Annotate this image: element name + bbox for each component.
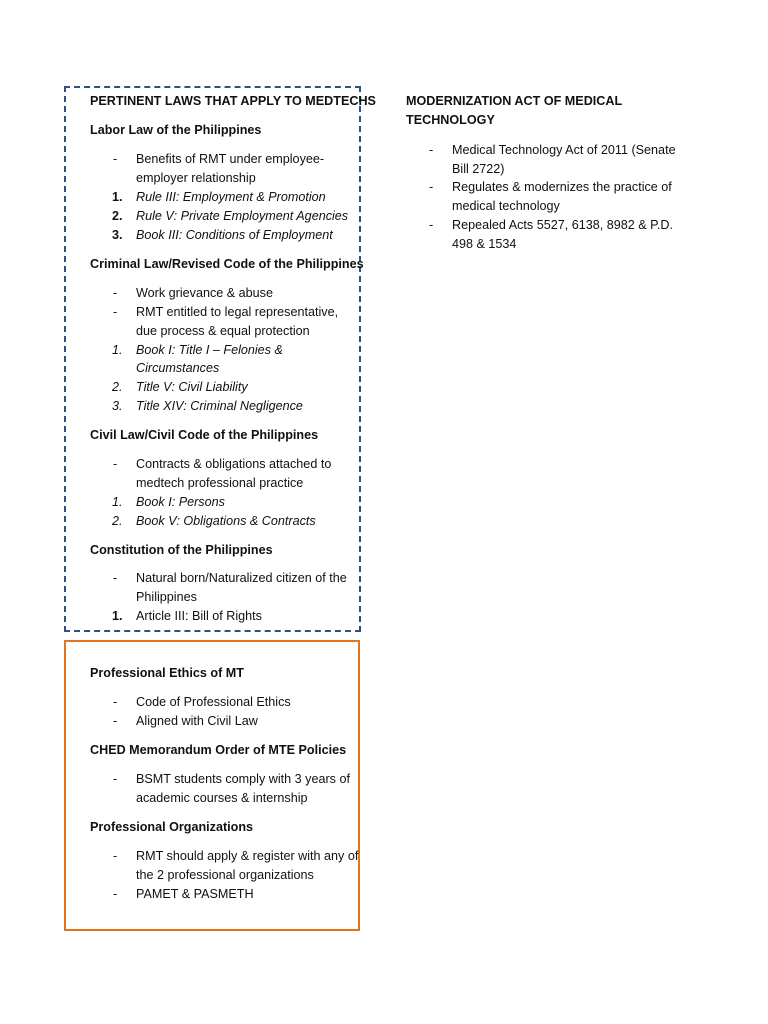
list-number: 3. <box>112 228 123 242</box>
list-item: Book I: Title I – Felonies & <box>136 343 283 357</box>
bullet-dash: - <box>429 180 434 194</box>
professional-ethics-heading: Professional Ethics of MT <box>90 666 244 680</box>
criminal-law-heading: Criminal Law/Revised Code of the Philippines <box>90 257 364 271</box>
list-item: RMT should apply & register with any of <box>136 849 359 863</box>
list-item: Aligned with Civil Law <box>136 714 258 728</box>
list-item: BSMT students comply with 3 years of <box>136 772 350 786</box>
list-item: Benefits of RMT under employee- <box>136 152 325 166</box>
list-item: Rule III: Employment & Promotion <box>136 190 326 204</box>
pertinent-laws-title: PERTINENT LAWS THAT APPLY TO MEDTECHS <box>90 94 376 108</box>
professional-organizations-heading: Professional Organizations <box>90 820 254 834</box>
list-item: Article III: Bill of Rights <box>136 609 262 623</box>
list-number: 2. <box>112 209 123 223</box>
bullet-dash: - <box>429 218 434 232</box>
list-item: Circumstances <box>136 361 220 375</box>
list-number: 1. <box>112 190 123 204</box>
list-item: Book III: Conditions of Employment <box>136 228 333 242</box>
bullet-dash: - <box>113 457 118 471</box>
list-item: Regulates & modernizes the practice of <box>452 180 672 194</box>
list-item: Book V: Obligations & Contracts <box>136 514 316 528</box>
list-item: due process & equal protection <box>136 324 310 338</box>
list-item: Code of Professional Ethics <box>136 695 291 709</box>
list-number: 2. <box>112 380 123 394</box>
ched-memorandum-heading: CHED Memorandum Order of MTE Policies <box>90 743 347 757</box>
bullet-dash: - <box>113 695 118 709</box>
civil-law-heading: Civil Law/Civil Code of the Philippines <box>90 428 319 442</box>
bullet-dash: - <box>113 772 118 786</box>
bullet-dash: - <box>113 714 118 728</box>
list-item: Title V: Civil Liability <box>136 380 248 394</box>
list-item: Rule V: Private Employment Agencies <box>136 209 349 223</box>
list-item: 498 & 1534 <box>452 237 517 251</box>
bullet-dash: - <box>113 571 118 585</box>
labor-law-heading: Labor Law of the Philippines <box>90 123 262 137</box>
list-item: medical technology <box>452 199 560 213</box>
modernization-act-title: MODERNIZATION ACT OF MEDICAL <box>406 94 623 108</box>
list-item: the 2 professional organizations <box>136 868 314 882</box>
bullet-dash: - <box>429 143 434 157</box>
list-item: Contracts & obligations attached to <box>136 457 332 471</box>
bullet-dash: - <box>113 286 118 300</box>
list-item: Book I: Persons <box>136 495 225 509</box>
list-item: academic courses & internship <box>136 791 308 805</box>
list-item: PAMET & PASMETH <box>136 887 254 901</box>
list-item: medtech professional practice <box>136 476 304 490</box>
list-number: 1. <box>112 495 123 509</box>
list-item: employer relationship <box>136 171 256 185</box>
constitution-heading: Constitution of the Philippines <box>90 543 273 557</box>
list-item: Medical Technology Act of 2011 (Senate <box>452 143 676 157</box>
list-number: 2. <box>112 514 123 528</box>
list-number: 1. <box>112 609 123 623</box>
list-item: Bill 2722) <box>452 162 505 176</box>
bullet-dash: - <box>113 849 118 863</box>
list-item: Work grievance & abuse <box>136 286 273 300</box>
list-number: 1. <box>112 343 123 357</box>
modernization-act-title: TECHNOLOGY <box>406 113 495 127</box>
list-item: Repealed Acts 5527, 6138, 8982 & P.D. <box>452 218 674 232</box>
list-item: Natural born/Naturalized citizen of the <box>136 571 347 585</box>
list-item: Title XIV: Criminal Negligence <box>136 399 303 413</box>
bullet-dash: - <box>113 305 118 319</box>
list-item: Philippines <box>136 590 197 604</box>
list-item: RMT entitled to legal representative, <box>136 305 339 319</box>
list-number: 3. <box>112 399 123 413</box>
bullet-dash: - <box>113 152 118 166</box>
bullet-dash: - <box>113 887 118 901</box>
